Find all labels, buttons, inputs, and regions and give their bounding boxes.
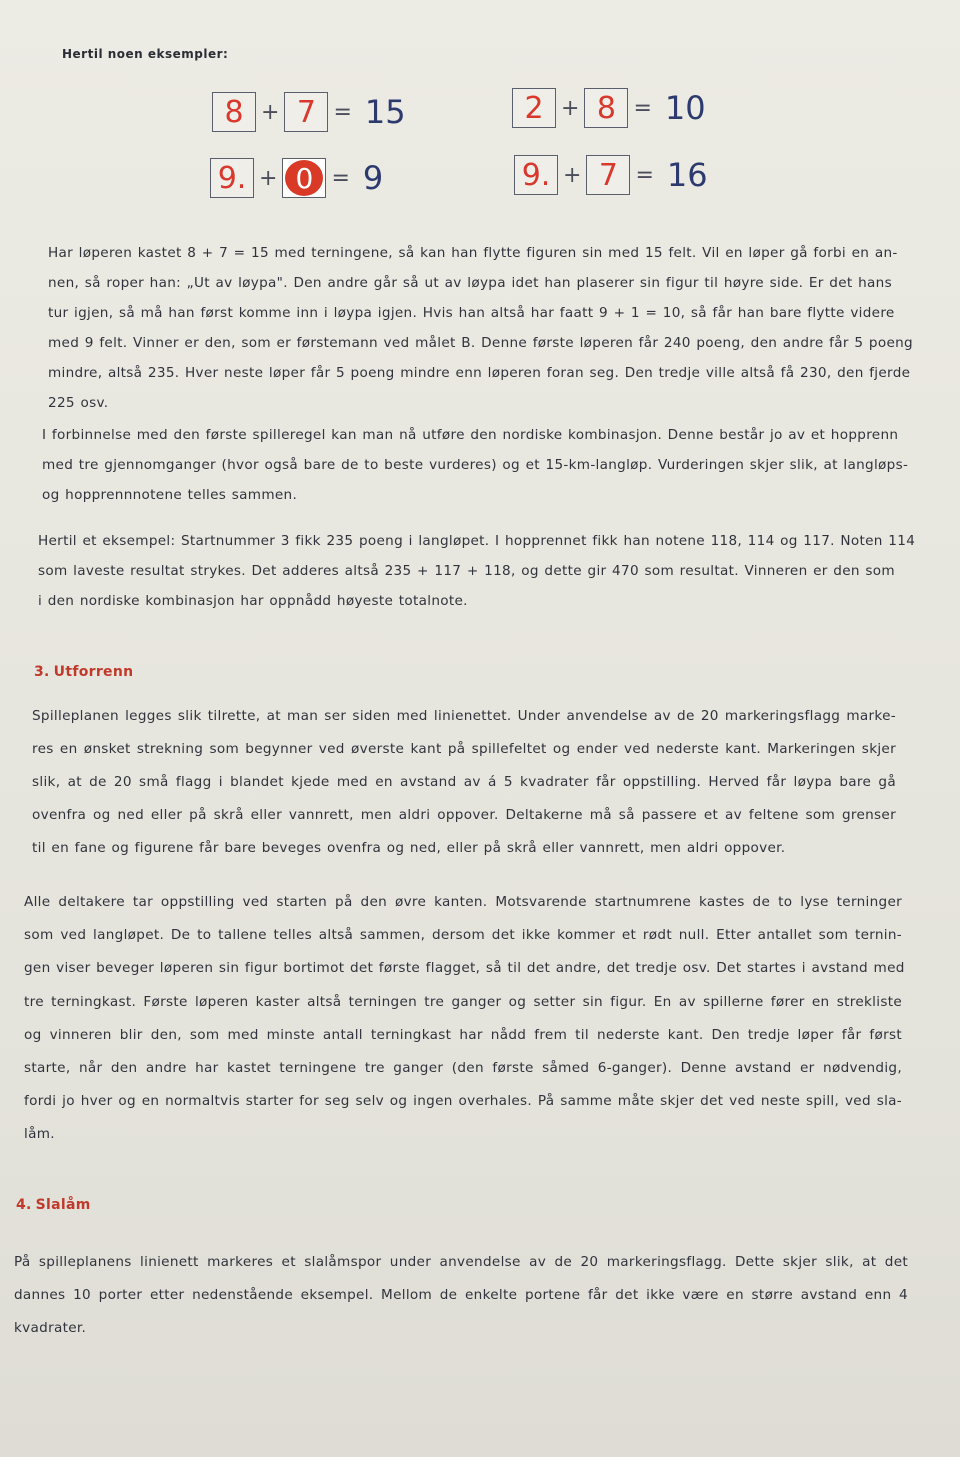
text-line: fordi jo hver og en normaltvis starter for seg selv og ingen overhales. På samme måte skjer det ved neste spill, ved sla- (24, 1093, 902, 1110)
paragraph-4 (32, 700, 896, 865)
example-result: 9 (362, 159, 384, 197)
text-line: til en fane og figurene får bare beveges ovenfra og ned, eller på skrå eller vannrett, men aldri oppover. (32, 840, 786, 856)
section-number: 3. (34, 664, 50, 680)
section-title: Utforrenn (53, 664, 134, 680)
dice-example-1 (212, 90, 406, 134)
dice-example-3 (210, 156, 383, 200)
section-number: 4. (16, 1197, 32, 1213)
plus-sign: + (563, 162, 582, 188)
text-line: tre terningkast. Første løperen kaster altså terningen tre ganger og setter sin figur. En av spillerne fører en strekliste (24, 993, 902, 1010)
section-title: Slalåm (35, 1197, 91, 1213)
text-line: nen, så roper han: „Ut av løypa". Den andre går så ut av løypa idet han plaserer sin figur til høyre side. Er det hans (48, 275, 892, 291)
text-line: Har løperen kastet 8 + 7 = 15 med terningene, så kan han flytte figuren sin med 15 felt. Vil en løper gå forbi en an- (48, 245, 898, 261)
example-result: 15 (364, 93, 406, 131)
paragraph-3 (38, 526, 916, 616)
text-line: slik, at de 20 små flagg i blandet kjede med en avstand av á 5 kvadrater får oppstilling. Herved får løypa bare gå (32, 774, 896, 790)
die-b: 7 (284, 92, 328, 132)
text-line: som laveste resultat strykes. Det adderes altså 235 + 117 + 118, og dette gir 470 som resultat. Vinneren er den som (38, 563, 895, 579)
example-result: 10 (664, 89, 706, 127)
die-a: 9. (514, 155, 558, 195)
text-line: tur igjen, så må han først komme inn i løypa igjen. Hvis han altså har faatt 9 + 1 = 10, så får han bare flytte videre (48, 305, 895, 321)
example-result: 16 (666, 156, 708, 194)
text-line: med 9 felt. Vinner er den, som er førstemann ved målet B. Denne første løperen får 240 poeng, den andre får 5 poeng (48, 335, 913, 351)
text-line: mindre, altså 235. Hver neste løper får 5 poeng mindre enn løperen foran seg. Den tredje ville altså få 230, den fjerde (48, 365, 911, 381)
equals-sign: = (635, 162, 654, 188)
die-a: 8 (212, 92, 256, 132)
text-line: Alle deltakere tar oppstilling ved starten på den øvre kanten. Motsvarende startnumrene kastes de to lyse terninger (24, 894, 902, 910)
equals-sign: = (633, 95, 652, 121)
die-a: 9. (210, 158, 254, 198)
die-b: 7 (586, 155, 630, 195)
intro-text: Hertil noen eksempler: (62, 47, 229, 61)
text-line: og vinneren blir den, som med minste antall terningkast har nådd frem til nederste kant. Den tredje løper får først (24, 1026, 902, 1043)
paragraph-6 (14, 1246, 908, 1345)
section-heading-4 (16, 1197, 91, 1213)
text-line: Hertil et eksempel: Startnummer 3 fikk 235 poeng i langløpet. I hopprennet fikk han notene 118, 114 og 117. Noten 114 (38, 533, 916, 549)
plus-sign: + (561, 95, 580, 121)
text-line: og hopprennnotene telles sammen. (42, 487, 298, 503)
die-b-red-zero (282, 158, 326, 198)
text-line: ovenfra og ned eller på skrå eller vannrett, men aldri oppover. Deltakerne må så passere et av feltene som grenser (32, 807, 896, 823)
text-line: På spilleplanens linienett markeres et slalåmspor under anvendelse av de 20 markeringsflagg. Dette skjer slik, at det (14, 1254, 908, 1270)
red-dot-icon: 0 (285, 160, 323, 196)
dice-example-2 (512, 86, 706, 130)
text-line: som ved langløpet. De to tallene telles altså sammen, dersom det ikke kommer et rødt null. Etter antallet som ternin- (24, 927, 902, 944)
paragraph-2 (42, 420, 909, 510)
die-a: 2 (512, 88, 556, 128)
section-heading-3 (34, 664, 133, 680)
text-line: i den nordiske kombinasjon har oppnådd høyeste totalnote. (38, 593, 468, 609)
text-line: I forbinnelse med den første spilleregel kan man nå utføre den nordiske kombinasjon. Denne består jo av et hopprenn (42, 427, 899, 443)
text-line: kvadrater. (14, 1320, 87, 1336)
plus-sign: + (261, 99, 280, 125)
text-line: låm. (24, 1126, 55, 1143)
paragraph-5 (24, 886, 905, 1152)
text-line: starte, når den andre har kastet terningene tre ganger (den første såmed 6-ganger). Denne avstand er nødvendig, (24, 1060, 902, 1077)
text-line: med tre gjennomganger (hvor også bare de to beste vurderes) og et 15-km-langløp. Vurderingen skjer slik, at langløps- (42, 457, 909, 473)
paragraph-1 (48, 238, 913, 418)
dice-example-4 (514, 153, 708, 197)
die-b: 8 (584, 88, 628, 128)
equals-sign: = (331, 165, 350, 191)
text-line: gen viser beveger løperen sin figur bortimot det første flagget, så til det andre, det tredje osv. Det startes i avstand med (24, 960, 905, 977)
equals-sign: = (333, 99, 352, 125)
text-line: Spilleplanen legges slik tilrette, at man ser siden med linienettet. Under anvendelse av de 20 markeringsflagg marke- (32, 708, 896, 724)
text-line: res en ønsket strekning som begynner ved øverste kant på spillefeltet og ender ved nederste kant. Markeringen skjer (32, 741, 896, 757)
text-line: 225 osv. (48, 395, 109, 411)
text-line: dannes 10 porter etter nedenstående eksempel. Mellom de enkelte portene får det ikke være en større avstand enn 4 (14, 1287, 908, 1303)
plus-sign: + (259, 165, 278, 191)
